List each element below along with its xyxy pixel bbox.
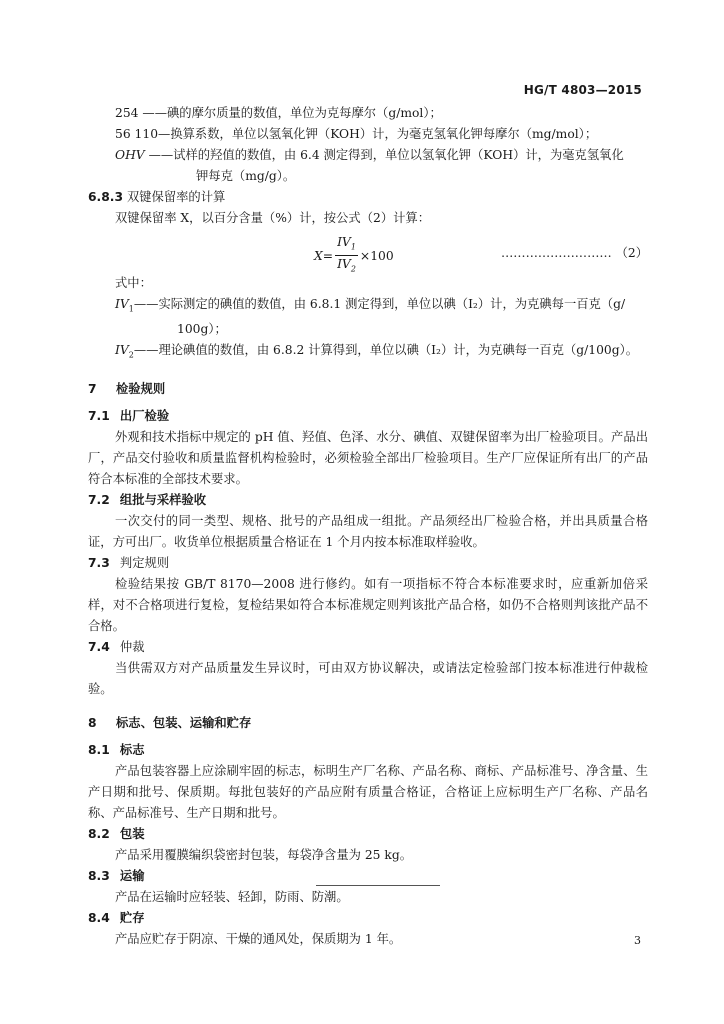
formula-lhs: X: [314, 248, 323, 263]
section-7-1-heading: 7.1 出厂检验: [88, 408, 170, 423]
page-number: 3: [634, 934, 641, 947]
definition-254: 254 ——碘的摩尔质量的数值，单位为克每摩尔（g/mol）；: [115, 106, 442, 120]
section-8-1-heading: 8.1 标志: [88, 742, 145, 757]
section-8-4-heading: 8.4 贮存: [88, 910, 145, 925]
definition-symbol: 254: [115, 106, 139, 120]
definition-ohv-continued: 钾每克（mg/g）。: [196, 169, 296, 183]
section-8-2-text: 产品采用覆膜编织袋密封包装，每袋净含量为 25 kg。: [115, 847, 413, 862]
where-label: 式中：: [115, 276, 152, 290]
formula-2: [88, 229, 648, 273]
section-7-4-text: 当供需双方对产品质量发生异议时，可由双方协议解决，或请法定检验部门按本标准进行仲裁检验。: [88, 660, 648, 696]
standard-code: HG/T 4803—2015: [523, 83, 642, 97]
section-7-2-text: 一次交付的同一类型、规格、批号的产品组成一组批。产品须经出厂检验合格，并出具质量合格证，方可出厂。收货单位根据质量合格证在 1 个月内按本标准取样验收。: [88, 513, 648, 549]
section-7-4-heading: 7.4 仲裁: [88, 639, 145, 654]
end-of-document-rule: [316, 885, 440, 886]
formula-denominator: $IV_2$: [337, 257, 356, 274]
formula-number: ……………………… （2）: [500, 246, 648, 260]
definition-iv1-continued: 100g）；: [177, 322, 227, 337]
formula-equals: =: [322, 248, 334, 263]
section-6-8-3-intro: 双键保留率 X，以百分含量（%）计，按公式（2）计算：: [115, 211, 431, 225]
section-8-heading: 8 标志、包装、运输和贮存: [88, 715, 252, 730]
formula-multiplier: ×100: [359, 248, 394, 263]
section-8-2-heading: 8.2 包装: [88, 826, 145, 841]
section-7-3-text: 检验结果按 GB/T 8170—2008 进行修约。如有一项指标不符合本标准要求时，应重新加倍采样，对不合格项进行复检，复检结果如符合本标准规定则判该批产品合格，如仍不合格则判该批产品不合格。: [88, 576, 648, 633]
section-7-1-text: 外观和技术指标中规定的 pH 值、羟值、色泽、水分、碘值、双键保留率为出厂检验项目。产品出厂，产品交付验收和质量监督机构检验时，必须检验全部出厂检验项目。生产厂应保证所有出厂的产品符合本标准的全部技术要求。: [88, 429, 648, 486]
definition-symbol: OHV: [115, 148, 145, 162]
definition-iv1: $IV_1——$实际测定的碘值的数值，由 6.8.1 测定得到，单位以碘（I₂）计，为克碘每一百克（g/: [115, 297, 626, 314]
section-8-4-text: 产品应贮存于阴凉、干燥的通风处，保质期为 1 年。: [115, 931, 402, 946]
section-6-8-3-heading: 6.8.3 双键保留率的计算: [88, 190, 226, 204]
section-8-3-text: 产品在运输时应轻装、轻卸，防雨、防潮。: [115, 889, 349, 904]
section-8-1-text: 产品包装容器上应涂刷牢固的标志，标明生产厂名称、产品名称、商标、产品标准号、净含量、生产日期和批号、保质期。每批包装好的产品应附有质量合格证，合格证上应标明生产厂名称、产品名称、产品标准号、生产日期和批号。: [88, 763, 648, 820]
formula-fraction: [335, 235, 358, 277]
definition-iv2: $IV_2——$理论碘值的数值，由 6.8.2 计算得到，单位以碘（I₂）计，为克碘每一百克（g/100g）。: [115, 343, 639, 360]
page-content: [88, 103, 648, 950]
section-7-heading: 7 检验规则: [88, 381, 166, 396]
formula-numerator: $IV_1$: [335, 235, 358, 256]
section-7-3-heading: 7.3 判定规则: [88, 555, 170, 570]
formula-expression: [314, 235, 394, 277]
definition-ohv: OHV ——试样的羟值的数值，由 6.4 测定得到，单位以氢氧化钾（KOH）计，为毫克氢氧化: [115, 148, 624, 162]
section-7-2-heading: 7.2 组批与采样验收: [88, 492, 207, 507]
section-8-3-heading: 8.3 运输: [88, 868, 145, 883]
definition-56110: 56 110—换算系数，单位以氢氧化钾（KOH）计，为毫克氢氧化钾每摩尔（mg/mol）；: [115, 127, 598, 141]
definition-symbol: 56 110: [115, 127, 159, 141]
